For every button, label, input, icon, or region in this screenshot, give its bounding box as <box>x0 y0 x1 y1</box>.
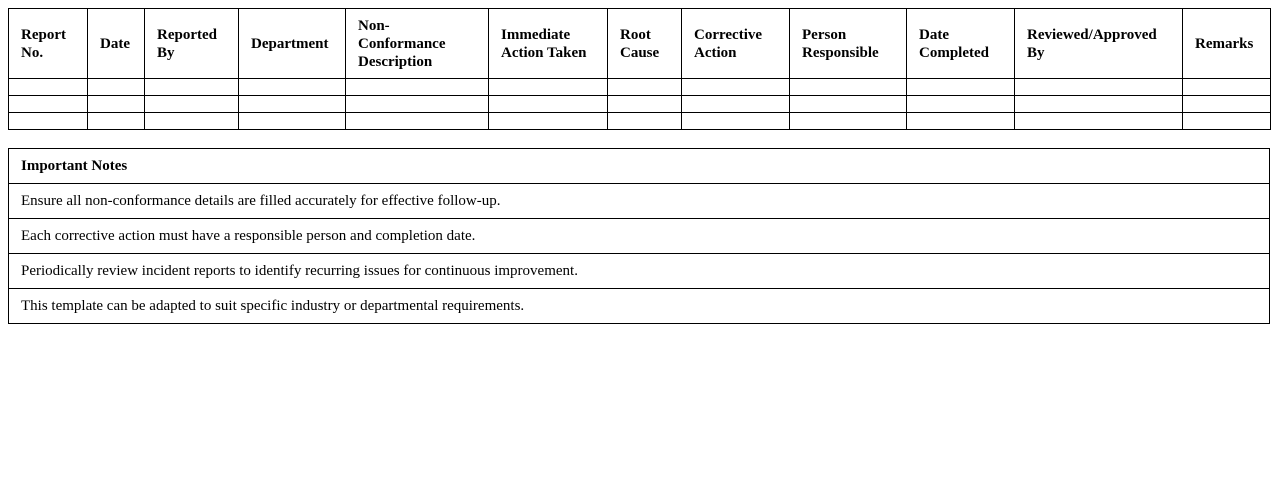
table-cell[interactable] <box>145 113 239 130</box>
header-person-responsible: Person Responsible <box>790 9 907 79</box>
table-cell[interactable] <box>682 113 790 130</box>
table-cell[interactable] <box>1015 96 1183 113</box>
table-cell[interactable] <box>145 96 239 113</box>
note-text: Each corrective action must have a responsible person and completion date. <box>9 219 1270 254</box>
table-header-row <box>9 9 1271 79</box>
note-text: This template can be adapted to suit specific industry or departmental requirements. <box>9 289 1270 324</box>
table-cell[interactable] <box>1183 96 1271 113</box>
note-text: Ensure all non-conformance details are filled accurately for effective follow-up. <box>9 184 1270 219</box>
table-row <box>9 96 1271 113</box>
table-cell[interactable] <box>346 79 489 96</box>
table-cell[interactable] <box>489 96 608 113</box>
table-cell[interactable] <box>907 79 1015 96</box>
table-cell[interactable] <box>682 79 790 96</box>
table-cell[interactable] <box>88 113 145 130</box>
table-cell[interactable] <box>790 79 907 96</box>
table-cell[interactable] <box>608 96 682 113</box>
table-cell[interactable] <box>489 113 608 130</box>
table-cell[interactable] <box>239 96 346 113</box>
table-cell[interactable] <box>1183 79 1271 96</box>
notes-header-row <box>9 149 1270 184</box>
header-corrective-action: Corrective Action <box>682 9 790 79</box>
list-item <box>9 184 1270 219</box>
table-cell[interactable] <box>239 79 346 96</box>
header-date-completed: Date Completed <box>907 9 1015 79</box>
table-cell[interactable] <box>239 113 346 130</box>
table-cell[interactable] <box>9 96 88 113</box>
header-report-no: Report No. <box>9 9 88 79</box>
list-item <box>9 289 1270 324</box>
table-cell[interactable] <box>1015 79 1183 96</box>
non-conformance-log-table <box>8 8 1271 130</box>
table-cell[interactable] <box>489 79 608 96</box>
table-cell[interactable] <box>9 113 88 130</box>
header-date: Date <box>88 9 145 79</box>
table-cell[interactable] <box>145 79 239 96</box>
table-cell[interactable] <box>907 113 1015 130</box>
table-cell[interactable] <box>88 96 145 113</box>
note-text: Periodically review incident reports to identify recurring issues for continuous improvement. <box>9 254 1270 289</box>
table-cell[interactable] <box>682 96 790 113</box>
list-item <box>9 219 1270 254</box>
table-cell[interactable] <box>88 79 145 96</box>
list-item <box>9 254 1270 289</box>
header-department: Department <box>239 9 346 79</box>
table-cell[interactable] <box>608 113 682 130</box>
header-remarks: Remarks <box>1183 9 1271 79</box>
notes-title: Important Notes <box>9 149 1270 184</box>
table-cell[interactable] <box>907 96 1015 113</box>
header-non-conformance-description: Non-Conformance Description <box>346 9 489 79</box>
header-immediate-action-taken: Immediate Action Taken <box>489 9 608 79</box>
table-cell[interactable] <box>1183 113 1271 130</box>
table-cell[interactable] <box>608 79 682 96</box>
header-reviewed-approved-by: Reviewed/Approved By <box>1015 9 1183 79</box>
header-root-cause: Root Cause <box>608 9 682 79</box>
table-cell[interactable] <box>790 96 907 113</box>
table-row <box>9 79 1271 96</box>
table-cell[interactable] <box>346 113 489 130</box>
table-cell[interactable] <box>790 113 907 130</box>
table-cell[interactable] <box>346 96 489 113</box>
table-cell[interactable] <box>1015 113 1183 130</box>
table-cell[interactable] <box>9 79 88 96</box>
important-notes-table <box>8 148 1270 324</box>
table-row <box>9 113 1271 130</box>
document <box>8 8 1270 324</box>
header-reported-by: Reported By <box>145 9 239 79</box>
